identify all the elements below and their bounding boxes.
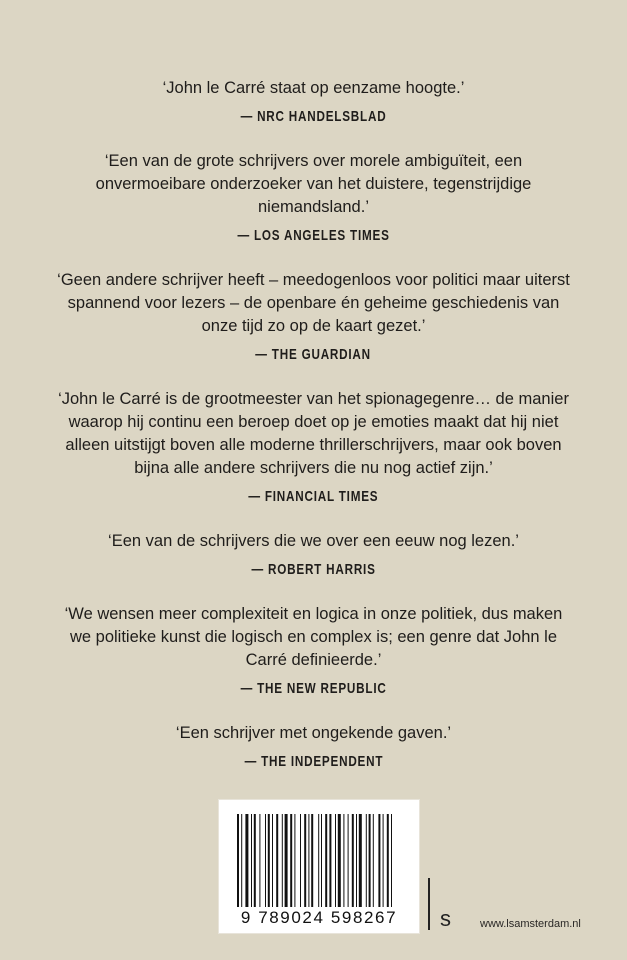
barcode-bar [383, 814, 384, 907]
quote-source: — FINANCIAL TIMES [248, 488, 379, 505]
quote-source: — NRC HANDELSBLAD [240, 108, 387, 125]
quote-block [54, 530, 574, 579]
isbn-number: 9 789024 598267 [240, 908, 398, 927]
quote-line: Carré definieerde.’ [245, 651, 382, 669]
barcode-bar [251, 814, 252, 907]
barcode-bar [318, 814, 319, 907]
quote-line: onvermoeibare onderzoeker van het duistere, tegenstrijdige [95, 175, 532, 193]
quote-line: we politieke kunst die logisch en complex is; een genre dat John le [69, 628, 558, 646]
quote-line: ‘Geen andere schrijver heeft – meedogenloos voor politici maar uiterst [57, 271, 570, 289]
quote-block [54, 150, 574, 245]
quote-source: — THE INDEPENDENT [244, 753, 383, 770]
quote-source: — LOS ANGELES TIMES [237, 227, 390, 244]
barcode-bar [290, 814, 292, 907]
barcode-bar [338, 814, 341, 907]
quote-source: — THE GUARDIAN [255, 346, 372, 363]
quote-line: niemandsland.’ [258, 198, 369, 216]
barcode-bar [335, 814, 336, 907]
barcode-bar [348, 814, 349, 907]
barcode-bar [308, 814, 309, 907]
quote-line: spannend voor lezers – de openbare én geheime geschiedenis van [67, 294, 560, 312]
quote-line: ‘We wensen meer complexiteit en logica in onze politiek, dus maken [64, 605, 563, 623]
barcode-bar [294, 814, 295, 907]
quote-text [54, 722, 574, 745]
quote-block [54, 269, 574, 364]
quote-line: bijna alle andere schrijvers die nu nog actief zijn.’ [134, 459, 493, 477]
logo-letter: s [440, 906, 451, 931]
barcode-bar [241, 814, 242, 907]
barcode-bar [366, 814, 367, 907]
quote-text [54, 77, 574, 100]
quotes-section [0, 77, 627, 795]
barcode-bar [282, 814, 283, 907]
publisher-logo [426, 878, 466, 938]
quote-line: onze tijd zo op de kaart gezet.’ [201, 317, 426, 335]
barcode-bar [311, 814, 313, 907]
barcode-bar [265, 814, 266, 907]
barcode-bar [356, 814, 357, 907]
quote-source: — THE NEW REPUBLIC [240, 680, 387, 697]
barcode-bar [325, 814, 327, 907]
barcode-bar [237, 814, 239, 907]
barcode-bar [369, 814, 371, 907]
barcode-bar [272, 814, 273, 907]
quote-block [54, 77, 574, 126]
quote-block [54, 388, 574, 506]
barcode-bar [245, 814, 248, 907]
quote-line: alleen uitstijgt boven alle moderne thrillerschrijvers, maar ook boven [65, 436, 562, 454]
barcode-bar [285, 814, 288, 907]
barcode-bar [373, 814, 374, 907]
publisher-website: www.lsamsterdam.nl [480, 918, 581, 930]
quote-text [54, 603, 574, 672]
barcode-bar [343, 814, 344, 907]
quote-line: ‘Een van de grote schrijvers over morele ambiguïteit, een [104, 152, 523, 170]
barcode-bar [359, 814, 362, 907]
barcode [218, 799, 420, 934]
quote-block [54, 603, 574, 698]
quote-line: waarop hij continu een beroep doet op je emoties maakt dat hij niet [68, 413, 559, 431]
quote-line: ‘John le Carré staat op eenzame hoogte.’ [162, 79, 465, 97]
logo-bar [428, 878, 430, 930]
quote-text [54, 269, 574, 338]
barcode-bars [237, 814, 405, 907]
quote-text [54, 530, 574, 553]
quote-line: ‘Een van de schrijvers die we over een eeuw nog lezen.’ [108, 532, 519, 550]
barcode-bar [378, 814, 380, 907]
barcode-bar [276, 814, 278, 907]
quote-source: — ROBERT HARRIS [251, 561, 376, 578]
barcode-bar [329, 814, 331, 907]
quote-text [54, 150, 574, 219]
barcode-bar [391, 814, 392, 907]
barcode-bar [304, 814, 306, 907]
barcode-bar [321, 814, 322, 907]
barcode-bar [268, 814, 270, 907]
barcode-bar [254, 814, 256, 907]
barcode-bar [259, 814, 260, 907]
quote-line: ‘John le Carré is de grootmeester van het spionagegenre… de manier [58, 390, 569, 408]
barcode-bar [387, 814, 389, 907]
barcode-bar [352, 814, 354, 907]
barcode-bar [300, 814, 301, 907]
quote-text [54, 388, 574, 480]
quote-line: ‘Een schrijver met ongekende gaven.’ [175, 724, 452, 742]
quote-block [54, 722, 574, 771]
